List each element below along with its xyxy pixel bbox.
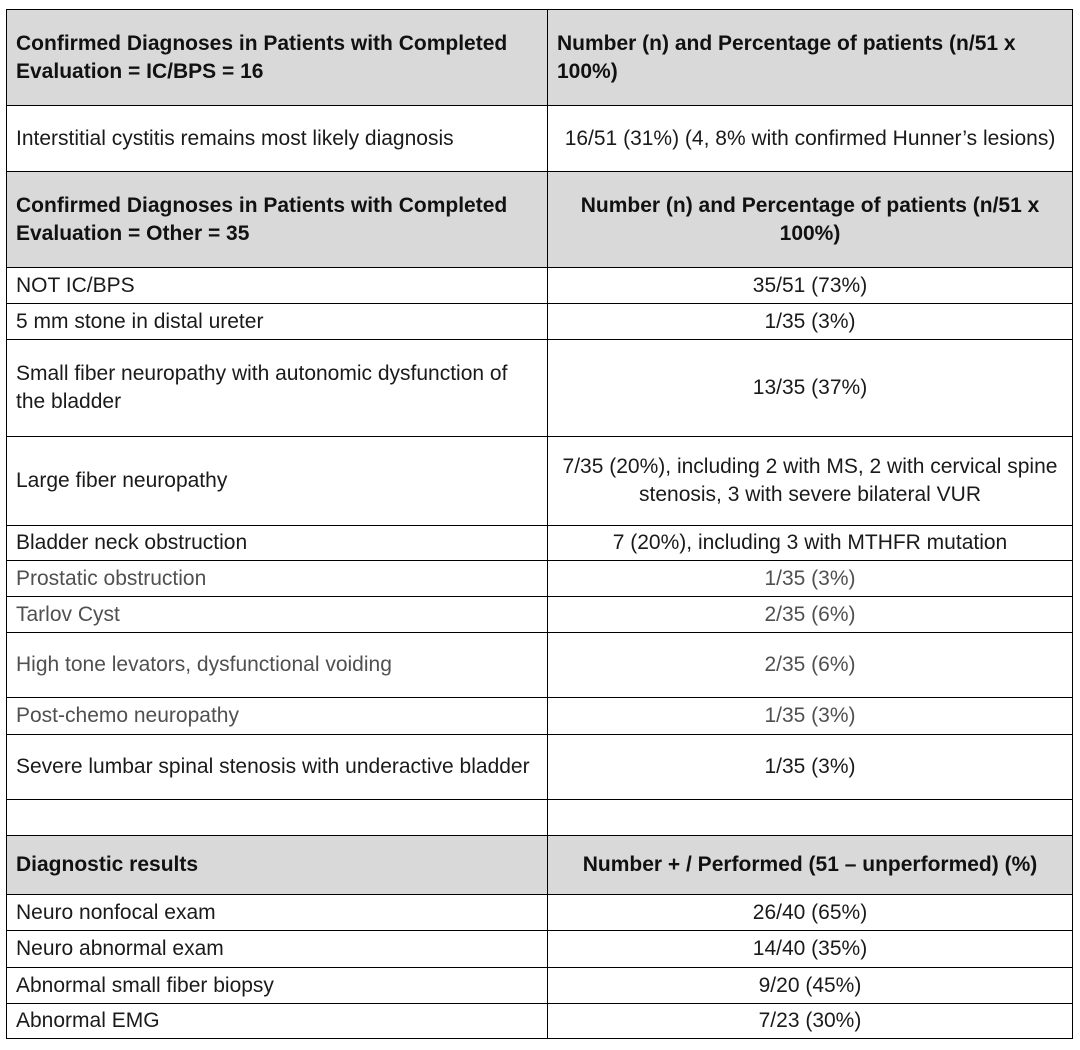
header-value-label: Number (n) and Percentage of patients (n/51 x 100%) bbox=[548, 10, 1073, 106]
row-label: Neuro nonfocal exam bbox=[7, 895, 548, 931]
row-value: 1/35 (3%) bbox=[548, 735, 1073, 800]
table-row bbox=[7, 437, 1073, 526]
row-value: 1/35 (3%) bbox=[548, 561, 1073, 597]
row-value: 7/23 (30%) bbox=[548, 1004, 1073, 1039]
row-value: 7/35 (20%), including 2 with MS, 2 with cervical spine stenosis, 3 with severe bilateral VUR bbox=[548, 437, 1073, 526]
row-label bbox=[7, 800, 548, 836]
row-label: Post-chemo neuropathy bbox=[7, 698, 548, 735]
row-value: 16/51 (31%) (4, 8% with confirmed Hunner’s lesions) bbox=[548, 106, 1073, 172]
row-label: Small fiber neuropathy with autonomic dysfunction of the bladder bbox=[7, 340, 548, 437]
row-label: Bladder neck obstruction bbox=[7, 526, 548, 561]
table-row bbox=[7, 968, 1073, 1004]
row-value: 35/51 (73%) bbox=[548, 268, 1073, 304]
row-label: Tarlov Cyst bbox=[7, 597, 548, 633]
row-label: NOT IC/BPS bbox=[7, 268, 548, 304]
row-label: Abnormal small fiber biopsy bbox=[7, 968, 548, 1004]
row-label: 5 mm stone in distal ureter bbox=[7, 304, 548, 340]
row-value: 14/40 (35%) bbox=[548, 931, 1073, 968]
table-row bbox=[7, 340, 1073, 437]
row-value: 2/35 (6%) bbox=[548, 633, 1073, 698]
table-row bbox=[7, 633, 1073, 698]
row-label: Abnormal EMG bbox=[7, 1004, 548, 1039]
section-header-diagnostic-results bbox=[7, 836, 1073, 895]
row-value: 1/35 (3%) bbox=[548, 304, 1073, 340]
table-row bbox=[7, 526, 1073, 561]
table-row bbox=[7, 1004, 1073, 1039]
row-value: 1/35 (3%) bbox=[548, 698, 1073, 735]
header-label: Diagnostic results bbox=[7, 836, 548, 895]
row-label: Severe lumbar spinal stenosis with underactive bladder bbox=[7, 735, 548, 800]
table-row bbox=[7, 735, 1073, 800]
row-label: Large fiber neuropathy bbox=[7, 437, 548, 526]
table-row bbox=[7, 597, 1073, 633]
row-value: 13/35 (37%) bbox=[548, 340, 1073, 437]
table-row bbox=[7, 304, 1073, 340]
table-row bbox=[7, 268, 1073, 304]
section-header-other bbox=[7, 172, 1073, 268]
row-label: Neuro abnormal exam bbox=[7, 931, 548, 968]
table-row bbox=[7, 931, 1073, 968]
header-value-label: Number + / Performed (51 – unperformed) (%) bbox=[548, 836, 1073, 895]
header-label: Confirmed Diagnoses in Patients with Completed Evaluation = IC/BPS = 16 bbox=[7, 10, 548, 106]
row-label: Interstitial cystitis remains most likely diagnosis bbox=[7, 106, 548, 172]
row-value: 2/35 (6%) bbox=[548, 597, 1073, 633]
row-value: 26/40 (65%) bbox=[548, 895, 1073, 931]
section-header-ic-bps bbox=[7, 10, 1073, 106]
header-label: Confirmed Diagnoses in Patients with Completed Evaluation = Other = 35 bbox=[7, 172, 548, 268]
header-value-label: Number (n) and Percentage of patients (n/51 x 100%) bbox=[548, 172, 1073, 268]
table-row bbox=[7, 895, 1073, 931]
row-label: Prostatic obstruction bbox=[7, 561, 548, 597]
empty-row bbox=[7, 800, 1073, 836]
diagnoses-table bbox=[6, 9, 1073, 1039]
row-value: 7 (20%), including 3 with MTHFR mutation bbox=[548, 526, 1073, 561]
row-value: 9/20 (45%) bbox=[548, 968, 1073, 1004]
table-row bbox=[7, 698, 1073, 735]
table-row bbox=[7, 561, 1073, 597]
row-label: High tone levators, dysfunctional voiding bbox=[7, 633, 548, 698]
table-row bbox=[7, 106, 1073, 172]
row-value bbox=[548, 800, 1073, 836]
